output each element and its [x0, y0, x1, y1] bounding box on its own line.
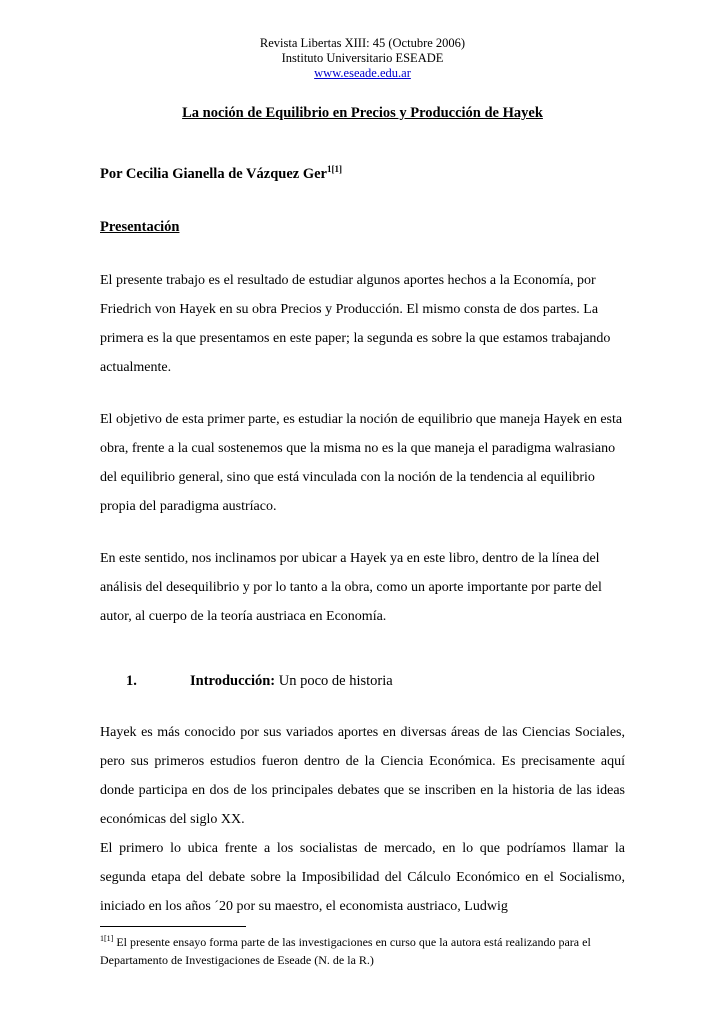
- journal-header: [100, 36, 625, 81]
- paragraph-5: El primero lo ubica frente a los socialistas de mercado, en lo que podríamos llamar la segunda etapa del debate sobre la Imposibilidad del Cálculo Económico en el Socialismo, iniciado en los años ´20 por su maestro, el economista austriaco, Ludwig: [100, 840, 625, 914]
- author-name: Por Cecilia Gianella de Vázquez Ger: [100, 165, 327, 182]
- author-footnote-ref: 1[1]: [327, 164, 342, 174]
- footnote-separator: [100, 926, 246, 927]
- footnote-area: [100, 926, 625, 969]
- section-subtitle: Un poco de historia: [275, 672, 393, 689]
- page-title: La noción de Equilibrio en Precios y Producción de Hayek: [182, 105, 543, 121]
- author-line: [100, 164, 625, 183]
- eseade-url-link[interactable]: www.eseade.edu.ar: [314, 66, 411, 80]
- paragraph-2: El objetivo de esta primer parte, es estudiar la noción de equilibrio que maneja Hayek en esta obra, frente a la cual sostenemos que la misma no es la que maneja el paradigma walrasiano del equilibrio general, sino que está vinculada con la noción de la tendencia al equilibrio propia del paradigma austríaco.: [100, 411, 623, 514]
- footnote-text: El presente ensayo forma parte de las investigaciones en curso que la autora está realizando para el Departamento de Investigaciones de Eseade (N. de la R.): [100, 934, 591, 967]
- section-heading-introduccion: [100, 673, 625, 690]
- section-number: 1.: [126, 672, 137, 689]
- paragraph-1: El presente trabajo es el resultado de estudiar algunos aportes hechos a la Economía, por Friedrich von Hayek en su obra Precios y Producción. El mismo consta de dos partes. La primera es la que presentamos en este paper; la segunda es sobre la que estamos trabajando actualmente.: [100, 272, 611, 375]
- footnote: [100, 930, 625, 969]
- section-label-bold: Introducción:: [190, 672, 276, 689]
- paragraph-4: Hayek es más conocido por sus variados aportes en diversas áreas de las Ciencias Sociales, pero sus primeros estudios fueron dentro de la Ciencia Económica. Es precisamente aquí donde participa en dos de los principales debates que se inscriben en la historia de las ideas económicas del siglo XX.: [100, 724, 625, 827]
- footnote-marker: 1[1]: [100, 933, 114, 943]
- section-heading-presentacion: Presentación: [100, 218, 180, 235]
- paragraph-3: En este sentido, nos inclinamos por ubicar a Hayek ya en este libro, dentro de la línea del análisis del desequilibrio y por lo tanto a la obra, como un aporte importante por parte del autor, al cuerpo de la teoría austriaca en Economía.: [100, 550, 602, 624]
- journal-line: Revista Libertas XIII: 45 (Octubre 2006): [259, 36, 466, 50]
- institute-line: Instituto Universitario ESEADE: [281, 51, 444, 65]
